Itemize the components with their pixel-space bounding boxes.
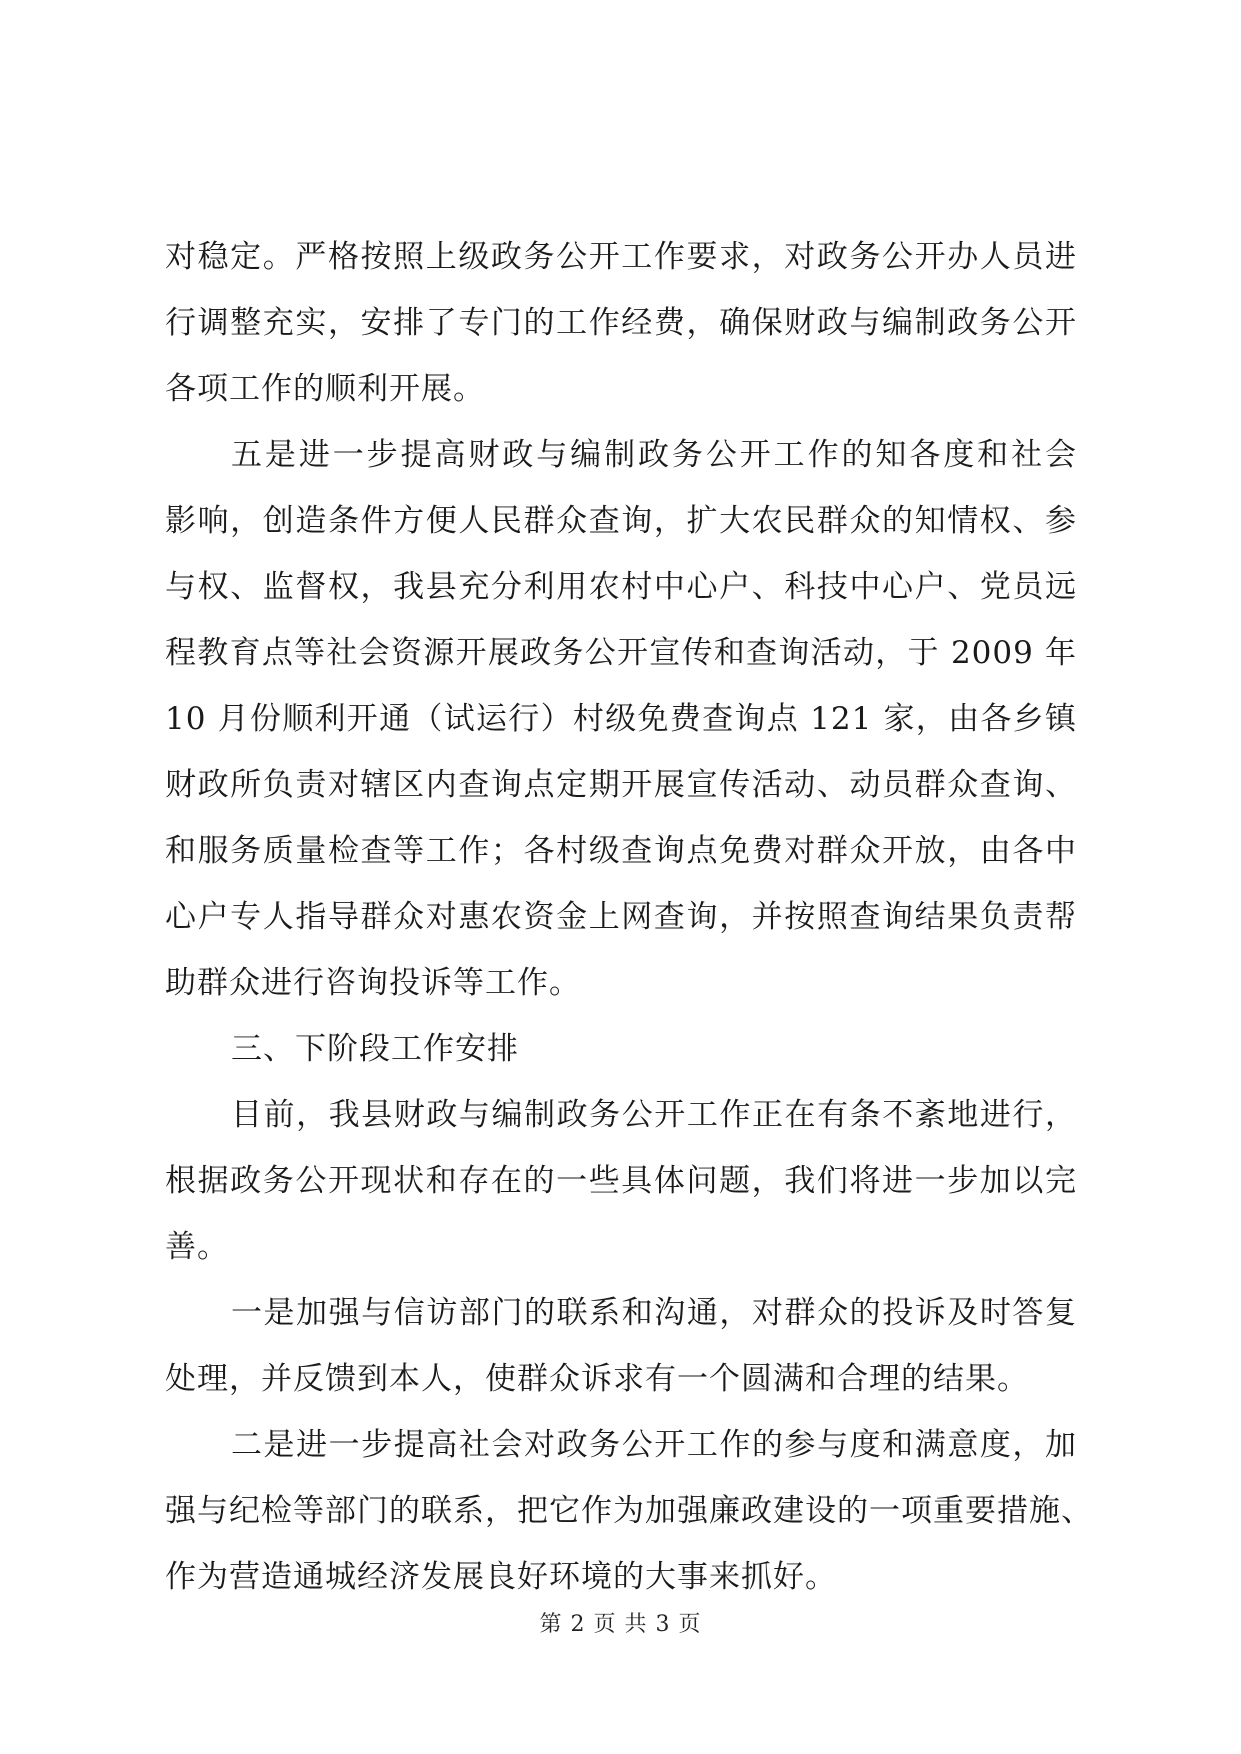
text-line: 强与纪检等部门的联系，把它作为加强廉政建设的一项重要措施、	[165, 1493, 1093, 1529]
text-line: 各项工作的顺利开展。	[165, 371, 485, 407]
text-line: 善。	[165, 1229, 229, 1265]
text-line: 心户专人指导群众对惠农资金上网查询，并按照查询结果负责帮	[165, 899, 1077, 935]
text-line: 根据政务公开现状和存在的一些具体问题，我们将进一步加以完	[165, 1163, 1077, 1199]
document-body	[165, 224, 1093, 1610]
text-line: 行调整充实，安排了专门的工作经费，确保财政与编制政务公开	[165, 305, 1077, 341]
paragraph-start-line: 目前，我县财政与编制政务公开工作正在有条不紊地进行，	[231, 1097, 1077, 1133]
text-line: 作为营造通城经济发展良好环境的大事来抓好。	[165, 1559, 837, 1595]
paragraph-start-line: 二是进一步提高社会对政务公开工作的参与度和满意度，加	[231, 1427, 1077, 1463]
text-line: 助群众进行咨询投诉等工作。	[165, 965, 581, 1001]
page-number-footer: 第 2 页 共 3 页	[539, 1612, 702, 1637]
section-heading: 三、下阶段工作安排	[231, 1031, 519, 1067]
text-line: 程教育点等社会资源开展政务公开宣传和查询活动，于 2009 年	[165, 635, 1077, 671]
text-line: 影响，创造条件方便人民群众查询，扩大农民群众的知情权、参	[165, 503, 1077, 539]
paragraph-start-line: 一是加强与信访部门的联系和沟通，对群众的投诉及时答复	[231, 1295, 1077, 1331]
paragraph-start-line: 五是进一步提高财政与编制政务公开工作的知各度和社会	[231, 437, 1077, 473]
text-line: 和服务质量检查等工作；各村级查询点免费对群众开放，由各中	[165, 833, 1077, 869]
text-line: 财政所负责对辖区内查询点定期开展宣传活动、动员群众查询、	[165, 767, 1077, 803]
text-line: 与权、监督权，我县充分利用农村中心户、科技中心户、党员远	[165, 569, 1077, 605]
text-line: 10 月份顺利开通（试运行）村级免费查询点 121 家，由各乡镇	[165, 701, 1077, 737]
text-line: 对稳定。严格按照上级政务公开工作要求，对政务公开办人员进	[165, 239, 1077, 275]
text-line: 处理，并反馈到本人，使群众诉求有一个圆满和合理的结果。	[165, 1361, 1029, 1397]
